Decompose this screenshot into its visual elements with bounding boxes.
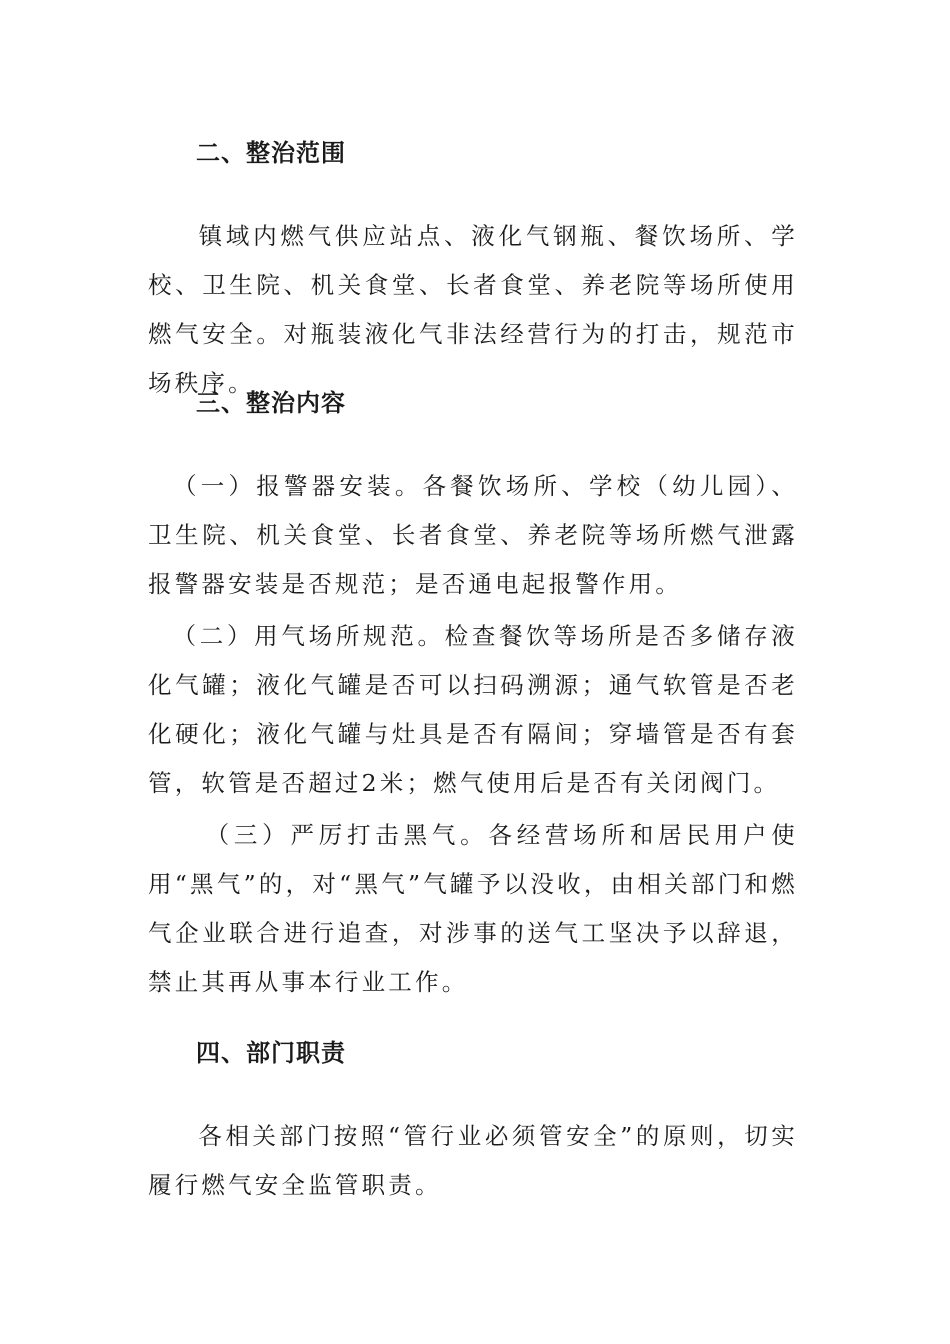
content-item-gas-usage-text: （二）用气场所规范。检查餐饮等场所是否多储存液化气罐；液化气罐是否可以扫码溯源；通气软管是否老化硬化；液化气罐与灶具是否有隔间；穿墙管是否有套管，软管是否超过2米；燃气使用后是否有关闭阀门。 [148,622,798,797]
section-heading-scope: 二、整治范围 [196,139,346,167]
content-item-alarm-text: （一）报警器安装。各餐饮场所、学校（幼儿园）、卫生院、机关食堂、长者食堂、养老院等场所燃气泄露报警器安装是否规范；是否通电起报警作用。 [148,472,798,598]
duties-paragraph [148,1112,798,1210]
content-item-alarm [148,462,798,609]
content-item-gas-usage [148,612,798,808]
content-item-black-gas [148,811,798,1007]
duties-paragraph-text: 各相关部门按照“管行业必须管安全”的原则，切实履行燃气安全监管职责。 [148,1122,798,1199]
section-heading-content: 三、整治内容 [196,389,346,417]
section-heading-duties: 四、部门职责 [196,1039,346,1067]
content-item-black-gas-text: （三）严厉打击黑气。各经营场所和居民用户使用“黑气”的，对“黑气”气罐予以没收，由相关部门和燃气企业联合进行追查，对涉事的送气工坚决予以辞退，禁止其再从事本行业工作。 [148,821,798,996]
scope-paragraph [148,212,798,408]
scope-paragraph-text: 镇域内燃气供应站点、液化气钢瓶、餐饮场所、学校、卫生院、机关食堂、长者食堂、养老院等场所使用燃气安全。对瓶装液化气非法经营行为的打击，规范市场秩序。 [148,222,798,397]
